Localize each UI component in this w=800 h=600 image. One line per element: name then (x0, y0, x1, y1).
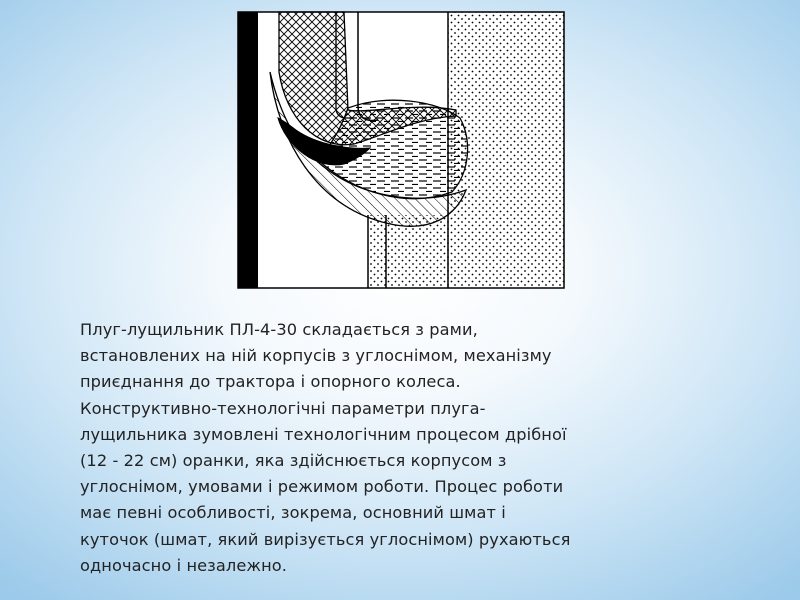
plough-diagram (236, 10, 566, 290)
plough-diagram-icon (236, 10, 566, 290)
body-text: Плуг-лущильник ПЛ-4-30 складається з рами, встановлених на ній корпусів з углоснімом, механізму приєднання до трактора і опорного колеса. Конструктивно-технологічні параметри плуга- лущильника зумовлені технологічним процесом дрібної (12 - 22 см) оранки, яка здійснюється корпусом з углоснімом, умовами і режимом роботи. Процес роботи має певні особливості, зокрема, основний шмат і куточок (шмат, який вирізується углоснімом) рухаються одночасно і незалежно. (80, 320, 571, 575)
